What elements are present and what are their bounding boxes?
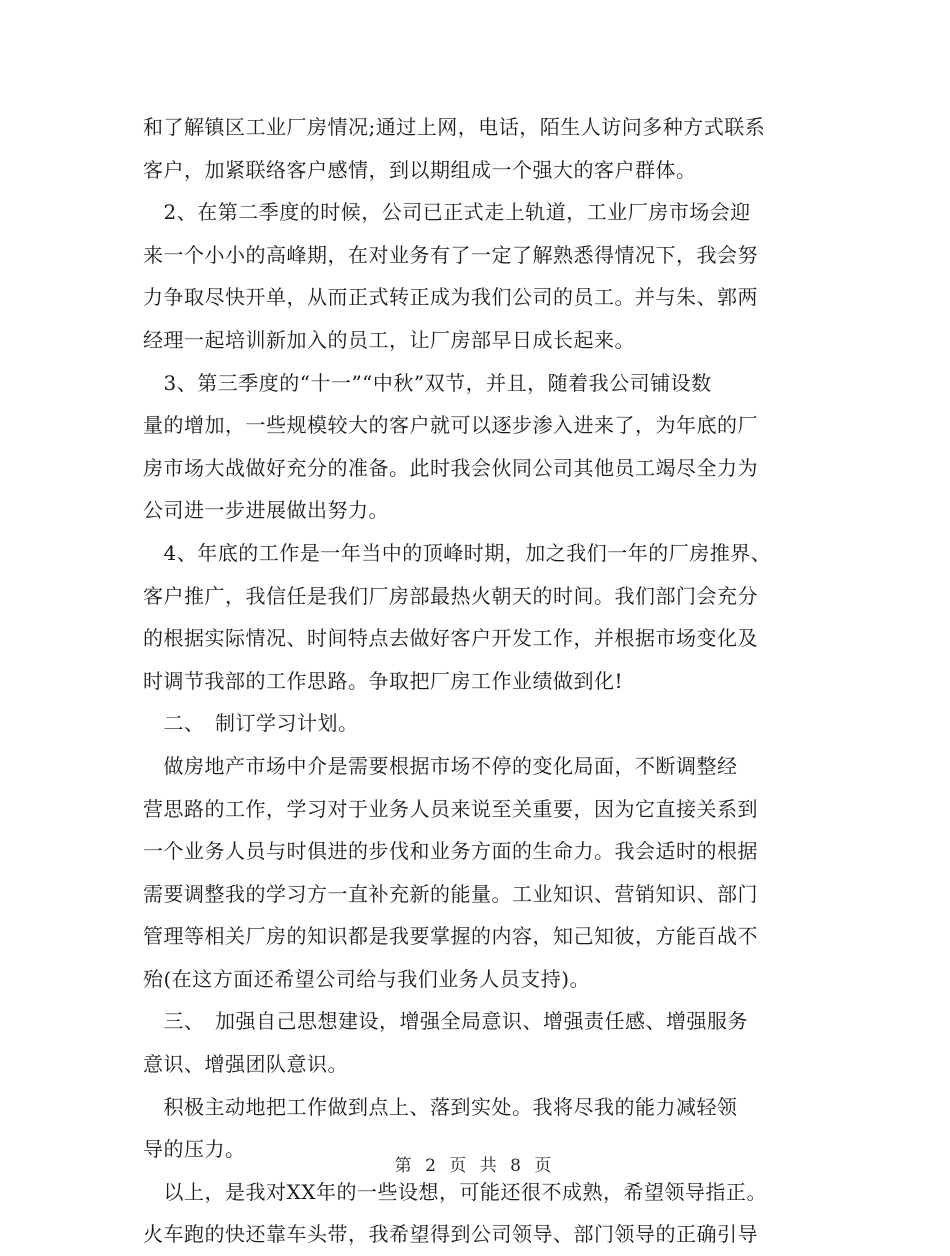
- text-line: 公司进一步进展做出努力。: [143, 498, 389, 523]
- text-line: 营思路的工作，学习对于业务人员来说至关重要，因为它直接关系到: [143, 796, 758, 821]
- text-line: 二、 制订学习计划。: [143, 711, 359, 736]
- page-footer: 第 2 页 共 8 页: [394, 1156, 556, 1176]
- text-line: 4、年底的工作是一年当中的顶峰时期，加之我们一年的厂房推界、: [143, 540, 772, 565]
- text-line: 做房地产市场中介是需要根据市场不停的变化局面，不断调整经: [143, 753, 738, 778]
- text-line: 火车跑的快还靠车头带，我希望得到公司领导、部门领导的正确引导: [143, 1222, 758, 1247]
- text-line: 意识、增强团队意识。: [143, 1052, 348, 1077]
- text-line: 时调节我部的工作思路。争取把厂房工作业绩做到化!: [143, 668, 624, 693]
- text-line: 以上，是我对XX年的一些设想，可能还很不成熟，希望领导指正。: [143, 1179, 767, 1204]
- text-line: 经理一起培训新加入的员工，让厂房部早日成长起来。: [143, 327, 635, 352]
- text-line: 客户，加紧联络客户感情，到以期组成一个强大的客户群体。: [143, 157, 697, 182]
- text-line: 积极主动地把工作做到点上、落到实处。我将尽我的能力减轻领: [143, 1094, 738, 1119]
- text-line: 的根据实际情况、时间特点去做好客户开发工作，并根据市场变化及: [143, 626, 758, 651]
- text-line: 三、 加强自己思想建设，增强全局意识、增强责任感、增强服务: [143, 1009, 748, 1034]
- text-line: 导的压力。: [143, 1137, 246, 1162]
- text-line: 需要调整我的学习方一直补充新的能量。工业知识、营销知识、部门: [143, 881, 758, 906]
- text-line: 力争取尽快开单，从而正式转正成为我们公司的员工。并与朱、郭两: [143, 285, 758, 310]
- text-line: 殆(在这方面还希望公司给与我们业务人员支持)。: [143, 966, 591, 991]
- text-line: 2、在第二季度的时候，公司已正式走上轨道，工业厂房市场会迎: [143, 200, 751, 225]
- text-line: 量的增加，一些规模较大的客户就可以逐步渗入进来了，为年底的厂: [143, 413, 758, 438]
- text-line: 房市场大战做好充分的准备。此时我会伙同公司其他员工竭尽全力为: [143, 455, 758, 480]
- text-line: 来一个小小的高峰期，在对业务有了一定了解熟悉得情况下，我会努: [143, 242, 758, 267]
- text-line: 一个业务人员与时俱进的步伐和业务方面的生命力。我会适时的根据: [143, 839, 758, 864]
- body-text: [143, 106, 823, 1256]
- text-line: 客户推广，我信任是我们厂房部最热火朝天的时间。我们部门会充分: [143, 583, 758, 608]
- text-line: 和了解镇区工业厂房情况;通过上网，电话，陌生人访问多种方式联系: [143, 115, 766, 139]
- text-line: 管理等相关厂房的知识都是我要掌握的内容，知己知彼，方能百战不: [143, 924, 758, 949]
- text-line: 3、第三季度的“十一”“中秋”双节，并且，随着我公司铺设数: [143, 370, 712, 395]
